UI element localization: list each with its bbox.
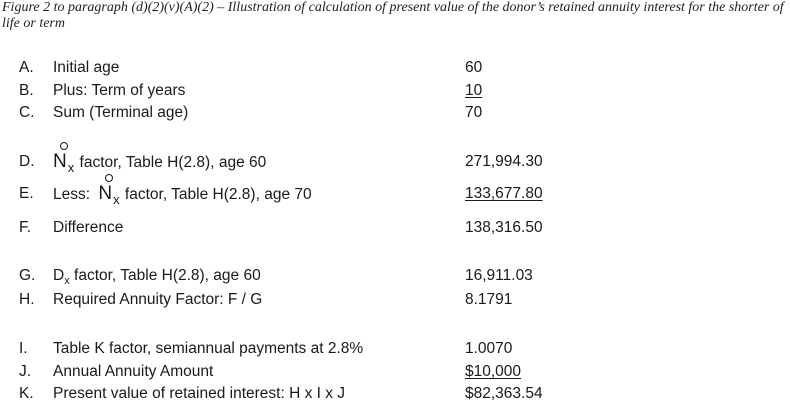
row-label: Initial age: [53, 59, 120, 76]
row-d: [0, 151, 790, 175]
row-label: factor, Table H(2.8), age 60: [79, 154, 267, 171]
row-letter: D.: [19, 153, 35, 170]
symbol-subscript: x: [113, 192, 120, 207]
row-value: $10,000: [465, 363, 522, 380]
row-letter: K.: [19, 385, 34, 402]
d-x-symbol: [53, 267, 70, 287]
row-label: Annual Annuity Amount: [53, 363, 214, 380]
ring-mark: [60, 142, 68, 150]
row-value: 138,316.50: [465, 219, 543, 236]
row-value: 60: [465, 59, 483, 76]
row-value: 8.1791: [465, 291, 513, 308]
row-j: [0, 362, 790, 382]
row-value: 1.0070: [465, 340, 513, 357]
row-value: 70: [465, 104, 483, 121]
row-description: [53, 152, 266, 173]
symbol-letter: D: [53, 267, 65, 284]
row-f: [0, 218, 790, 238]
row-value: 10: [465, 82, 483, 99]
row-e: [0, 183, 790, 207]
row-label: Plus: Term of years: [53, 82, 186, 99]
row-value: $82,363.54: [465, 385, 543, 402]
row-i: [0, 339, 790, 359]
row-letter: J.: [19, 363, 32, 380]
row-c: [0, 103, 790, 123]
row-letter: A.: [19, 59, 34, 76]
row-k: [0, 384, 790, 404]
row-letter: H.: [19, 291, 35, 308]
row-letter: B.: [19, 82, 34, 99]
row-h: [0, 290, 790, 310]
symbol-letter: N: [98, 183, 113, 204]
symbol-subscript: x: [64, 275, 70, 287]
figure-caption: Figure 2 to paragraph (d)(2)(v)(A)(2) – Illustration of calculation of present value of the donor’s retained annuity interest for the shorter of life or term: [2, 0, 784, 31]
row-description: [53, 266, 261, 287]
row-label: Required Annuity Factor: F / G: [53, 291, 263, 308]
n-ring-x-symbol: [98, 184, 119, 205]
row-a: [0, 58, 790, 78]
symbol-letter: N: [53, 151, 67, 172]
row-letter: I.: [19, 340, 28, 357]
row-label: factor, Table H(2.8), age 60: [74, 267, 261, 284]
row-label: Table K factor, semiannual payments at 2.8%: [53, 340, 364, 357]
row-prefix: Less:: [53, 186, 91, 203]
row-label: Present value of retained interest: H x I x J: [53, 385, 346, 402]
row-g: [0, 266, 790, 286]
ring-mark: [105, 174, 113, 182]
row-label: Sum (Terminal age): [53, 104, 189, 121]
row-letter: G.: [19, 267, 36, 284]
n-ring-x-symbol: [53, 152, 74, 173]
symbol-subscript: x: [67, 160, 75, 175]
row-letter: E.: [19, 185, 34, 202]
row-b: [0, 81, 790, 101]
row-description: [53, 184, 312, 205]
row-label: Difference: [53, 219, 124, 236]
row-value: 133,677.80: [465, 185, 543, 202]
row-letter: C.: [19, 104, 35, 121]
row-value: 271,994.30: [465, 153, 543, 170]
row-value: 16,911.03: [465, 267, 533, 284]
row-letter: F.: [19, 219, 32, 236]
row-label: factor, Table H(2.8), age 70: [124, 186, 312, 203]
